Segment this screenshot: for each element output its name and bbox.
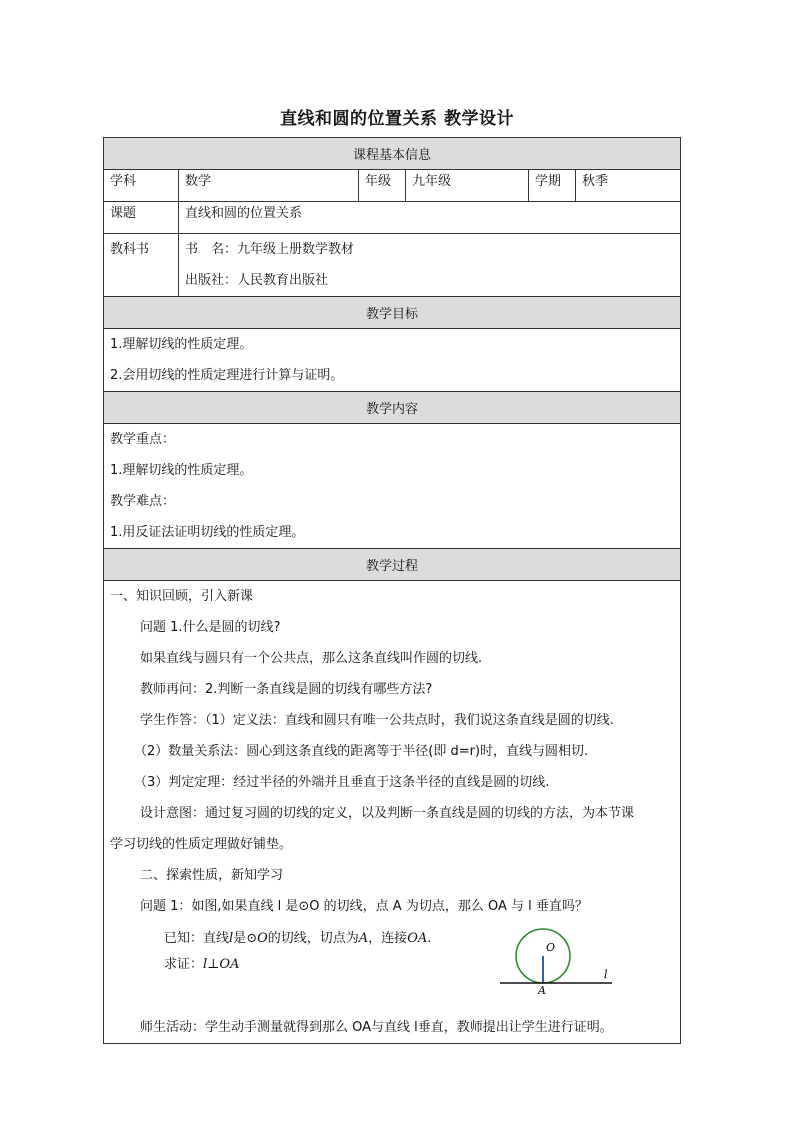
given-var: OA bbox=[407, 931, 428, 946]
term-value: 秋季 bbox=[576, 170, 681, 202]
difficulty-label: 教学难点： bbox=[110, 494, 176, 509]
label-a: A bbox=[538, 984, 546, 994]
given-line bbox=[164, 926, 431, 952]
topic-label: 课题 bbox=[104, 202, 179, 234]
label-o: O bbox=[546, 941, 556, 954]
process-cell bbox=[104, 581, 681, 1044]
given-text: 是⊙ bbox=[233, 931, 258, 946]
prove-label: 求证： bbox=[164, 957, 204, 972]
topic-value: 直线和圆的位置关系 bbox=[179, 202, 681, 234]
textbook-cell bbox=[179, 234, 681, 297]
process-line: 问题 1.什么是圆的切线? bbox=[140, 620, 281, 635]
textbook-publisher: 出版社：人民教育出版社 bbox=[185, 273, 329, 288]
given-text: ，连接 bbox=[368, 931, 408, 946]
process-line: 二、探索性质，新知学习 bbox=[140, 868, 284, 883]
given-text: 的切线，切点为 bbox=[267, 931, 359, 946]
process-line: 一、知识回顾，引入新课 bbox=[110, 589, 254, 604]
basic-info-header: 课程基本信息 bbox=[104, 138, 681, 170]
figure-block bbox=[110, 922, 674, 1012]
goals-header: 教学目标 bbox=[104, 297, 681, 329]
content-cell bbox=[104, 424, 681, 549]
given-var: A bbox=[358, 931, 369, 946]
process-line: 学习切线的性质定理做好铺垫。 bbox=[110, 837, 293, 852]
subject-label: 学科 bbox=[104, 170, 179, 202]
tangent-diagram bbox=[500, 922, 620, 994]
grade-value: 九年级 bbox=[406, 170, 529, 202]
given-text: . bbox=[427, 931, 432, 946]
given-text: 已知：直线 bbox=[164, 931, 230, 946]
key-item: 1.理解切线的性质定理。 bbox=[110, 463, 253, 478]
given-var: l bbox=[229, 931, 234, 946]
process-line: （2）数量关系法：圆心到这条直线的距离等于半径(即 d=r)时，直线与圆相切. bbox=[134, 744, 589, 759]
textbook-book: 书 名：九年级上册数学教材 bbox=[185, 242, 355, 257]
process-line: 如果直线与圆只有一个公共点，那么这条直线叫作圆的切线. bbox=[140, 651, 483, 666]
textbook-label: 教科书 bbox=[110, 242, 150, 257]
process-line: 师生活动：学生动手测量就得到那么 OA与直线 l垂直，教师提出让学生进行证明。 bbox=[140, 1020, 613, 1035]
grade-label: 年级 bbox=[359, 170, 406, 202]
page-title: 直线和圆的位置关系 教学设计 bbox=[280, 109, 514, 129]
lesson-table bbox=[103, 137, 681, 1044]
content-header: 教学内容 bbox=[104, 392, 681, 424]
given-var: O bbox=[257, 931, 268, 946]
term-label: 学期 bbox=[529, 170, 576, 202]
prove-line bbox=[164, 952, 431, 978]
goals-cell bbox=[104, 329, 681, 392]
goal-item: 1.理解切线的性质定理。 bbox=[110, 337, 253, 352]
prove-text: l⊥OA bbox=[203, 957, 240, 972]
subject-value: 数学 bbox=[179, 170, 359, 202]
given-prove bbox=[164, 926, 431, 978]
process-line: 教师再问：2.判断一条直线是圆的切线有哪些方法? bbox=[140, 682, 433, 697]
process-header: 教学过程 bbox=[104, 549, 681, 581]
label-l: l bbox=[604, 968, 608, 981]
process-line: 学生作答：（1）定义法：直线和圆只有唯一公共点时，我们说这条直线是圆的切线. bbox=[140, 713, 614, 728]
key-label: 教学重点： bbox=[110, 432, 176, 447]
goal-item: 2.会用切线的性质定理进行计算与证明。 bbox=[110, 368, 344, 383]
process-line: 问题 1：如图,如果直线 l 是⊙O 的切线，点 A 为切点，那么 OA 与 l 垂直吗？ bbox=[140, 899, 588, 914]
process-line: 设计意图：通过复习圆的切线的定义，以及判断一条直线是圆的切线的方法，为本节课 bbox=[140, 806, 635, 821]
difficulty-item: 1.用反证法证明切线的性质定理。 bbox=[110, 525, 305, 540]
process-line: （3）判定定理：经过半径的外端并且垂直于这条半径的直线是圆的切线. bbox=[134, 775, 550, 790]
